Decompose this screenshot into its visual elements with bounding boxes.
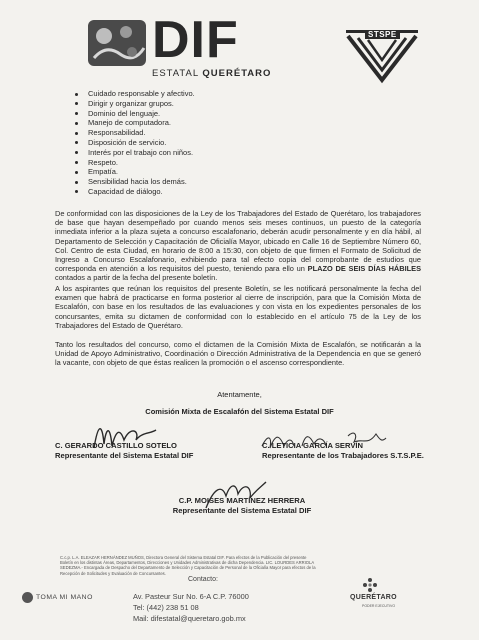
paragraph-results: Tanto los resultados del concurso, como el dictamen de la Comisión Mixta de Escalafón, se notificarán a la Unidad de Apoyo Administrativo, Coordinación o Dirección Administrativa de la Dependencia en que se generó la vacante, con objeto de que éstas realicen la promoción o el ascenso correspondiente. — [55, 340, 421, 368]
list-item: Disposición de servicio. — [58, 138, 358, 148]
dif-logo-subtitle: ESTATAL QUERÉTARO — [152, 68, 272, 79]
contact-label: Contacto: — [188, 576, 218, 583]
list-item: Interés por el trabajo con niños. — [58, 148, 358, 158]
list-item: Responsabilidad. — [58, 128, 358, 138]
stspe-logo-text: STSPE — [365, 30, 400, 39]
toma-mi-mano-icon — [22, 592, 33, 603]
signer-left-name: C. GERARDO CASTILLO SOTELO — [55, 441, 177, 450]
signer-right-name: C. LETICIA GARCÍA SERVÍN — [262, 441, 363, 450]
paragraph-examination: A los aspirantes que reúnan los requisitos del presente Boletín, se les notificará personalmente la fecha del examen que habrá de practicarse en forma posterior al cierre de inscripción, para que la Comisión Mixta de Escalafón, con base en los resultados de las evaluaciones y con vista en los expedientes personales de los concursantes, emita su dictamen de conformidad con lo establecido en el artículo 75 de la Ley de los Trabajadores del Estado de Querétaro. — [55, 284, 421, 330]
signer-right — [262, 441, 424, 460]
list-item: Capacidad de diálogo. — [58, 187, 358, 197]
list-item: Empatía. — [58, 167, 358, 177]
list-item: Manejo de computadora. — [58, 118, 358, 128]
list-item: Cuidado responsable y afectivo. — [58, 89, 358, 99]
toma-mi-mano-brand: TOMA MI MANO — [36, 594, 93, 601]
contact-info — [133, 591, 249, 624]
list-item: Sensibilidad hacia los demás. — [58, 177, 358, 187]
list-item: Dominio del lenguaje. — [58, 109, 358, 119]
signer-center-role: Representante del Sistema Estatal DIF — [172, 505, 312, 515]
signer-left — [55, 441, 193, 460]
ccp-notice: C.c.p. L.A. ELEAZAR HERNÁNDEZ MUÑOS, Directora General del Sistema Estatal DIF. Para efectos de la Publicación del presente Boletín en los distintas Áreas, Departamentos, Direcciones y Unidades Administrativas de dicha Dependencia. LIC. LOURDES ARRIOLA SEDEZMA.- Encargada de Despacho del Departamento de Selección y Capacitación de Personal de la Oficialía Mayor para efectos de la Recepción de Solicitudes y Evaluación de Concursantes. — [60, 555, 316, 576]
contact-phone: Tel: (442) 238 51 08 — [133, 603, 199, 612]
signer-center — [162, 496, 322, 515]
queretaro-emblem-icon — [361, 577, 379, 593]
requirements-list — [58, 89, 358, 197]
list-item: Respeto. — [58, 158, 358, 168]
commission-title: Comisión Mixta de Escalafón del Sistema Estatal DIF — [145, 407, 334, 416]
contact-mail[interactable]: Mail: difestatal@queretaro.gob.mx — [133, 614, 246, 623]
closing-atentamente: Atentamente, — [217, 390, 262, 399]
dif-logo-text: DIF — [152, 11, 239, 69]
dif-emblem-icon — [86, 18, 148, 68]
paragraph-requirements: De conformidad con las disposiciones de la Ley de los Trabajadores del Estado de Querétaro, los trabajadores de base que hayan desempeñado por cuando menos seis meses continuos, un puesto de la categoría inmediata inferior a la plaza sujeta a concurso escalafonario, deberán acudir personalmente y en día hábil, al Departamento de Selección y Capacitación de Oficialía Mayor, ubicado en Calle 16 de Septiembre Número 60, Col. Centro de esta Ciudad, en horario de 8:00 a 15:30, con objeto de que firmen el Formato de Solicitud de Ingreso a Concurso Escalafonario, exhibiendo para tal efecto copia del comprobante de estudios que corresponda en atención a los requisitos del puesto, teniendo para ello un PLAZO DE SEIS DÍAS HÁBILES contados a partir de la fecha del presente boletín. — [55, 209, 422, 283]
signer-right-role: Representante de los Trabajadores S.T.S.P.E. — [262, 450, 424, 460]
contact-address: Av. Pasteur Sur No. 6-A C.P. 76000 — [133, 592, 249, 601]
queretaro-brand-sub: PODER EJECUTIVO — [362, 604, 396, 608]
signer-center-name: C.P. MOISES MARTÍNEZ HERRERA — [178, 496, 306, 505]
list-item: Dirigir y organizar grupos. — [58, 99, 358, 109]
queretaro-brand: QUERÉTARO — [350, 594, 397, 601]
signer-left-role: Representante del Sistema Estatal DIF — [55, 450, 194, 460]
